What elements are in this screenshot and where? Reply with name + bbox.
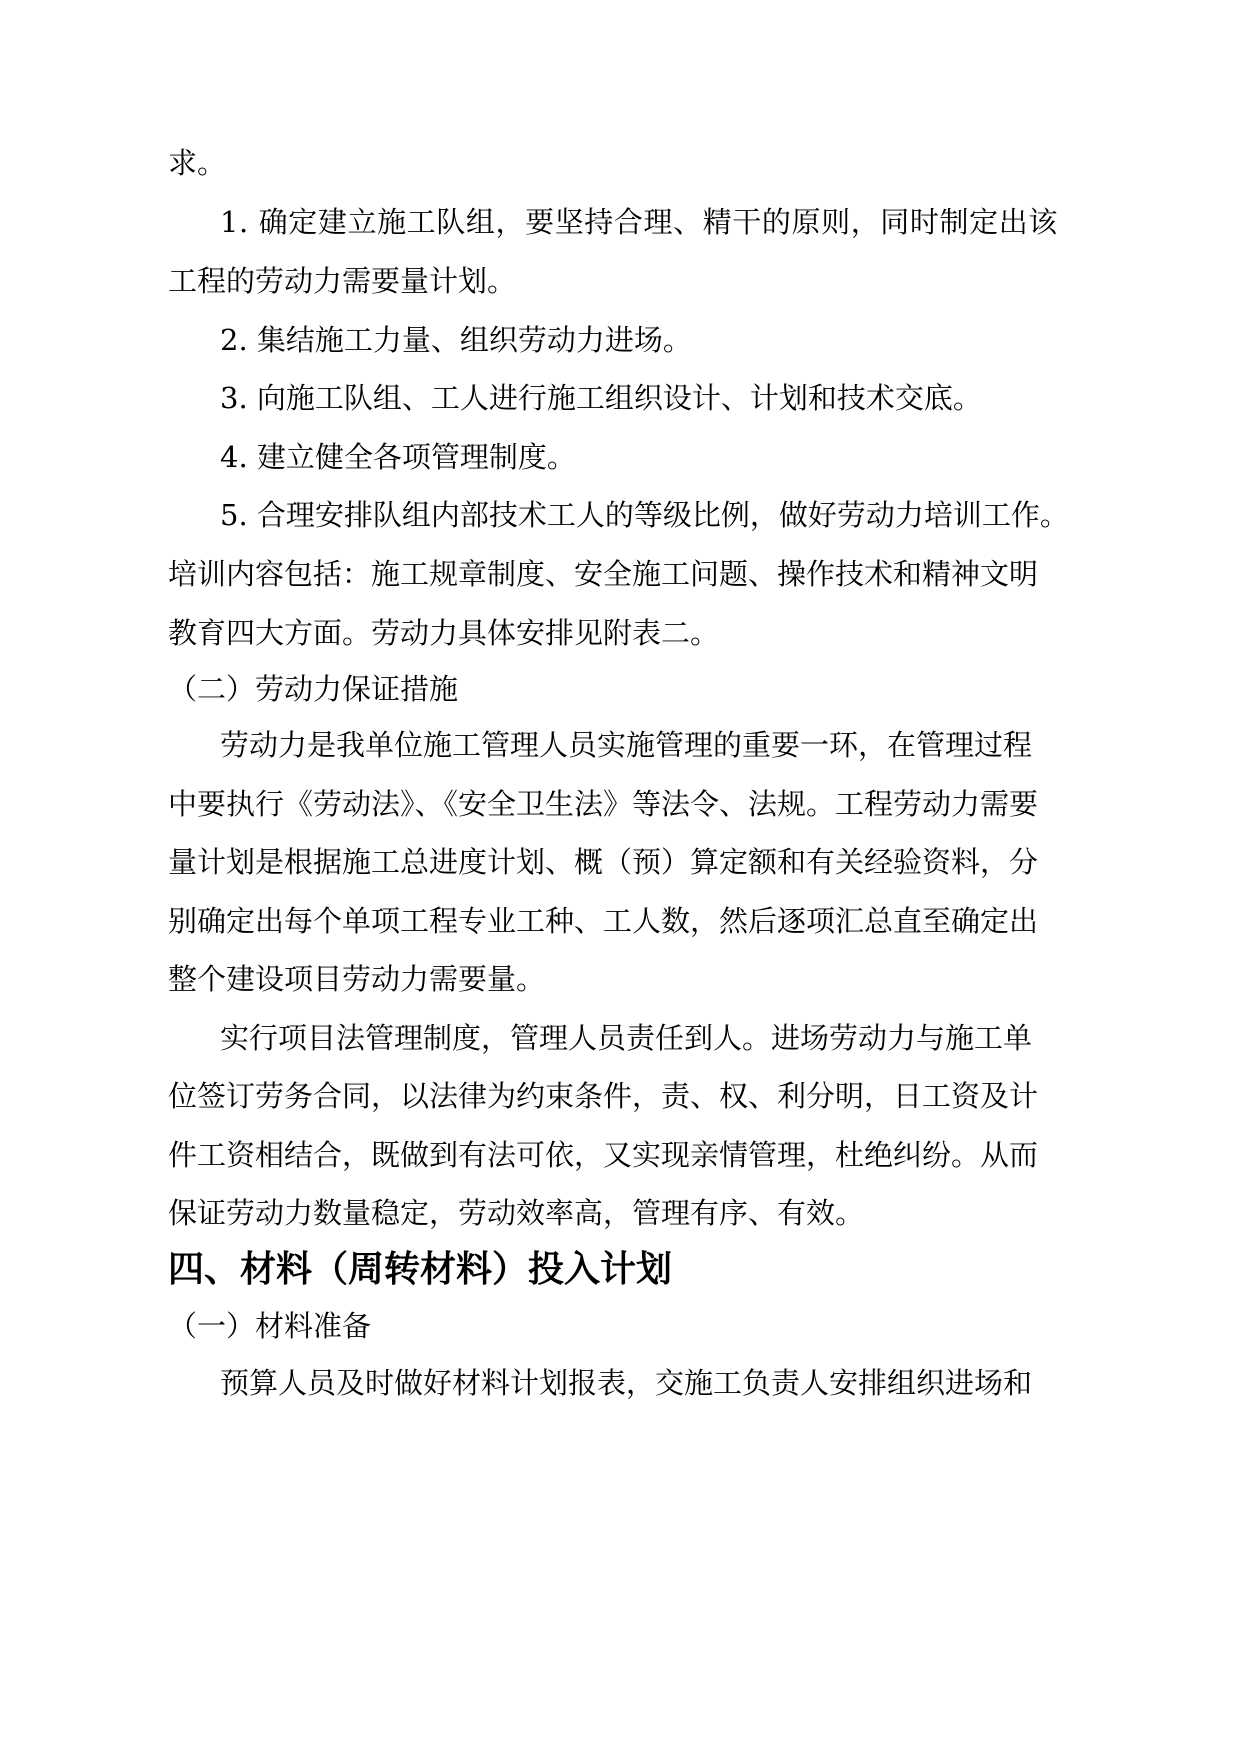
text-line: 求。 xyxy=(168,146,227,180)
list-item-2: 2. 集结施工力量、组织劳动力进场。 xyxy=(220,323,692,357)
section-heading: 四、材料（周转材料）投入计划 xyxy=(168,1249,673,1290)
paragraph-line: 劳动力是我单位施工管理人员实施管理的重要一环，在管理过程 xyxy=(220,728,1033,762)
paragraph-line: 整个建设项目劳动力需要量。 xyxy=(168,962,546,996)
paragraph-line: 中要执行《劳动法》、《安全卫生法》等法令、法规。工程劳动力需要 xyxy=(168,787,1039,821)
paragraph-line: 实行项目法管理制度，管理人员责任到人。进场劳动力与施工单 xyxy=(220,1021,1033,1055)
list-item-3: 3. 向施工队组、工人进行施工组织设计、计划和技术交底。 xyxy=(220,381,982,415)
paragraph-line: 件工资相结合，既做到有法可依，又实现亲情管理，杜绝纠纷。从而 xyxy=(168,1138,1039,1172)
subheading-1: （一）材料准备 xyxy=(168,1309,372,1343)
text-line: 工程的劳动力需要量计划。 xyxy=(168,264,517,298)
paragraph-line: 预算人员及时做好材料计划报表，交施工负责人安排组织进场和 xyxy=(220,1366,1033,1400)
list-item-1: 1. 确定建立施工队组，要坚持合理、精干的原则，同时制定出该 xyxy=(220,205,1058,239)
list-item-4: 4. 建立健全各项管理制度。 xyxy=(220,440,576,474)
subheading-2: （二）劳动力保证措施 xyxy=(168,672,459,706)
list-item-5: 5. 合理安排队组内部技术工人的等级比例，做好劳动力培训工作。 xyxy=(220,498,1069,532)
text-line: 培训内容包括：施工规章制度、安全施工问题、操作技术和精神文明 xyxy=(168,557,1039,591)
paragraph-line: 保证劳动力数量稳定，劳动效率高，管理有序、有效。 xyxy=(168,1196,865,1230)
paragraph-line: 别确定出每个单项工程专业工种、工人数，然后逐项汇总直至确定出 xyxy=(168,904,1039,938)
paragraph-line: 量计划是根据施工总进度计划、概（预）算定额和有关经验资料，分 xyxy=(168,845,1039,879)
text-line: 教育四大方面。劳动力具体安排见附表二。 xyxy=(168,616,720,650)
paragraph-line: 位签订劳务合同，以法律为约束条件，责、权、利分明，日工资及计 xyxy=(168,1079,1039,1113)
